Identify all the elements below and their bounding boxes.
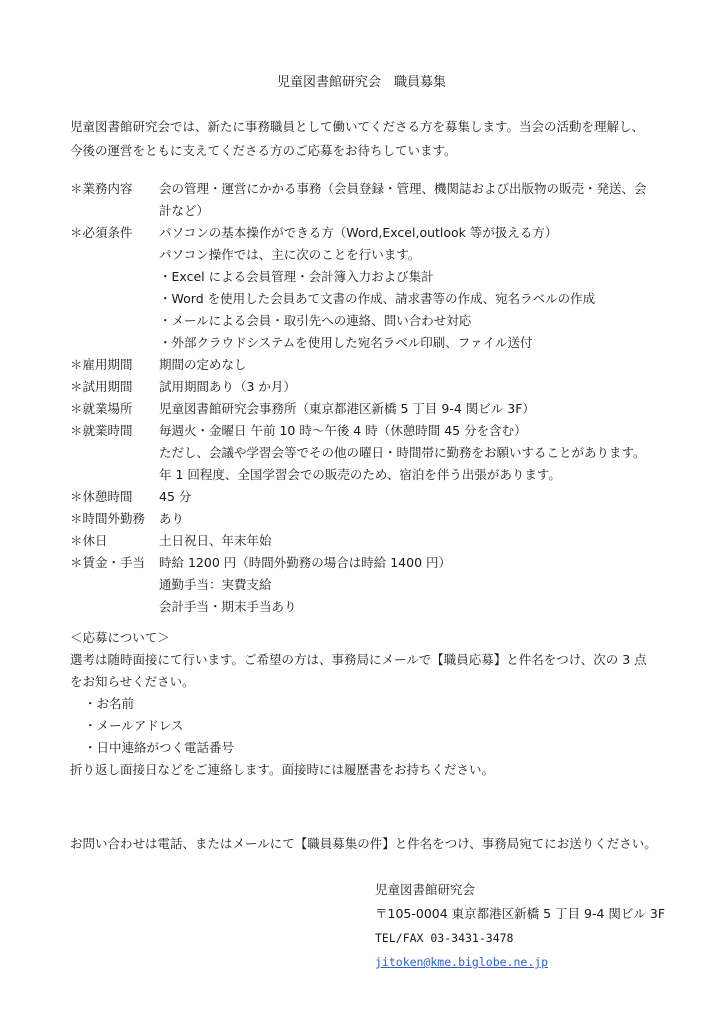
item-label: ＊雇用期間 — [70, 357, 133, 372]
item-line: パソコンの基本操作ができる方（Word,Excel,outlook 等が扱える方） — [159, 225, 558, 240]
item-break-time — [70, 486, 670, 508]
org-name: 児童図書館研究会 — [375, 882, 476, 897]
item-requirements — [70, 222, 670, 354]
application-heading: ＜応募について＞ — [70, 630, 170, 645]
item-line: 45 分 — [159, 489, 192, 504]
item-value — [159, 376, 670, 398]
application-text: 選考は随時面接にて行います。ご希望の方は、事務局にメールで【職員応募】と件名をつけ、次の 3 点 — [70, 652, 647, 667]
item-line: ・Excel による会員管理・会計簿入力および集計 — [159, 269, 434, 284]
item-value — [159, 398, 670, 420]
item-label: ＊就業場所 — [70, 401, 133, 416]
item-line: 通勤手当：実費支給 — [159, 577, 272, 592]
item-overtime — [70, 508, 670, 530]
application-bullet: ・メールアドレス — [84, 718, 184, 733]
application-closing: 折り返し面接日などをご連絡します。面接時には履歴書をお持ちください。 — [70, 762, 495, 777]
item-trial-period — [70, 376, 670, 398]
item-value — [159, 222, 670, 354]
item-label: ＊休憩時間 — [70, 489, 133, 504]
item-line: 年 1 回程度、全国学習会での販売のため、宿泊を伴う出張があります。 — [159, 467, 561, 482]
email-link[interactable]: jitoken@kme.biglobe.ne.jp — [375, 955, 549, 969]
item-label: ＊試用期間 — [70, 379, 133, 394]
item-label: ＊必須条件 — [70, 225, 133, 240]
org-address: 〒105-0004 東京都港区新橋 5 丁目 9-4 関ビル 3F — [375, 906, 666, 921]
item-label: ＊時間外勤務 — [70, 511, 146, 526]
item-line: 会計手当・期末手当あり — [159, 599, 297, 614]
item-line: 土日祝日、年末年始 — [159, 533, 272, 548]
page-title: 児童図書館研究会 職員募集 — [276, 75, 446, 90]
item-label: ＊休日 — [70, 533, 108, 548]
item-employment-period — [70, 354, 670, 376]
item-line: 毎週火・金曜日 午前 10 時～午後 4 時（休憩時間 45 分を含む） — [159, 423, 527, 438]
item-line: 会の管理・運営にかかる事務（会員登録・管理、機関誌および出版物の販売・発送、会 — [159, 181, 647, 196]
item-value — [159, 178, 670, 222]
item-duties — [70, 178, 670, 222]
intro-line: 今後の運営をともに支えてくださる方のご応募をお待ちしています。 — [70, 143, 457, 158]
item-line: ・メールによる会員・取引先への連絡、問い合わせ対応 — [159, 313, 472, 328]
item-value — [159, 420, 670, 486]
item-label: ＊就業時間 — [70, 423, 133, 438]
intro-line: 児童図書館研究会では、新たに事務職員として働いてくださる方を募集します。当会の活動を理解し、 — [70, 119, 645, 134]
inquiry-text: お問い合わせは電話、またはメールにて【職員募集の件】と件名をつけ、事務局宛てにお送りください。 — [70, 836, 657, 851]
item-workplace — [70, 398, 670, 420]
item-holidays — [70, 530, 670, 552]
application-bullet: ・日中連絡がつく電話番号 — [84, 740, 235, 755]
item-label: ＊業務内容 — [70, 181, 133, 196]
org-tel-fax: TEL/FAX 03-3431-3478 — [375, 931, 514, 945]
item-line: 時給 1200 円（時間外勤務の場合は時給 1400 円） — [159, 555, 452, 570]
item-value — [159, 508, 670, 530]
item-value — [159, 530, 670, 552]
intro-paragraph — [70, 115, 670, 163]
item-value — [159, 486, 670, 508]
item-line: 計など） — [159, 203, 210, 218]
item-line: あり — [159, 511, 185, 526]
item-wages — [70, 552, 670, 618]
item-working-hours — [70, 420, 670, 486]
item-value — [159, 354, 670, 376]
item-line: 試用期間あり（3 か月） — [159, 379, 296, 394]
item-line: ・Word を使用した会員あて文書の作成、請求書等の作成、宛名ラベルの作成 — [159, 291, 596, 306]
item-line: ただし、会議や学習会等でその他の曜日・時間帯に勤務をお願いすることがあります。 — [159, 445, 646, 460]
application-text: をお知らせください。 — [70, 674, 195, 689]
item-line: 児童図書館研究会事務所（東京都港区新橋 5 丁目 9-4 関ビル 3F） — [159, 401, 535, 416]
item-line: 期間の定めなし — [159, 357, 247, 372]
item-value — [159, 552, 670, 618]
application-section — [70, 627, 670, 781]
application-bullet: ・お名前 — [84, 696, 135, 711]
job-details-list — [70, 178, 670, 618]
contact-block — [375, 878, 695, 974]
item-line: パソコン操作では、主に次のことを行います。 — [159, 247, 421, 262]
item-label: ＊賃金・手当 — [70, 555, 146, 570]
item-line: ・外部クラウドシステムを使用した宛名ラベル印刷、ファイル送付 — [159, 335, 533, 350]
